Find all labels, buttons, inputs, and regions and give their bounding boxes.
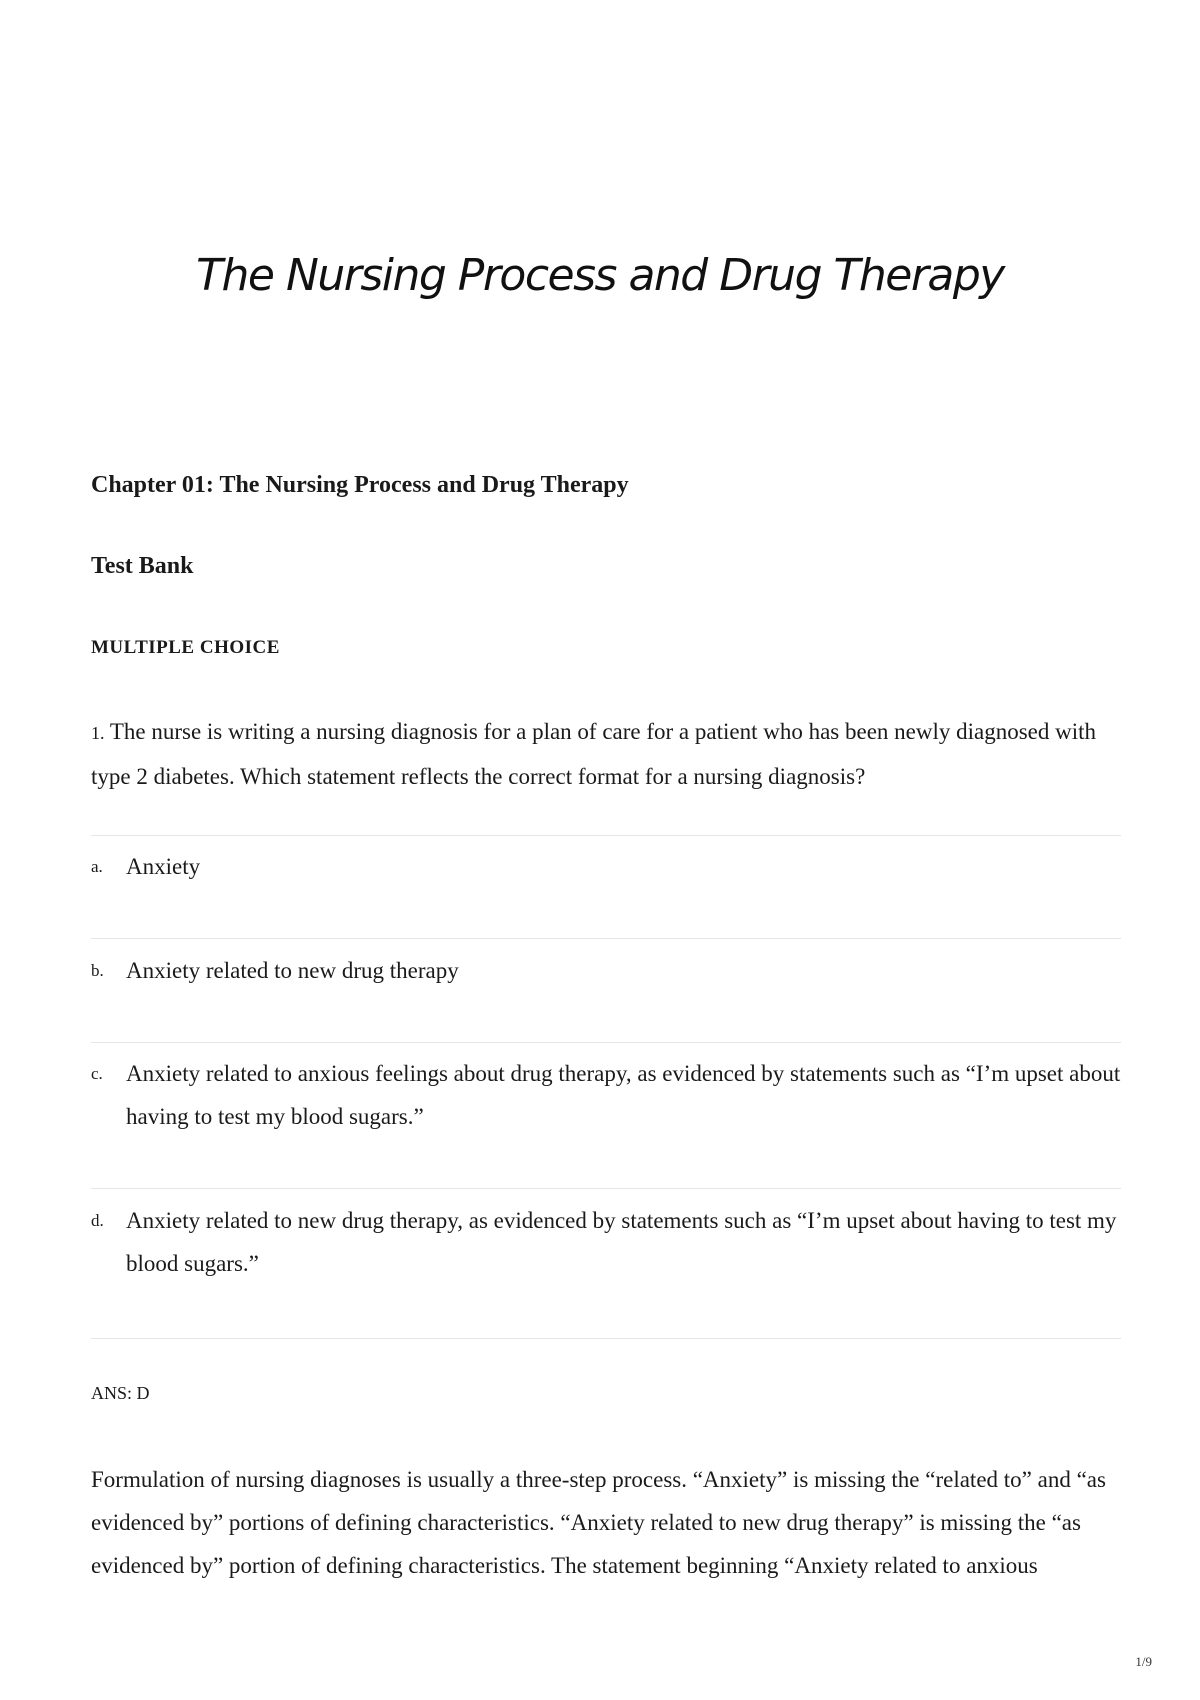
answer-key: ANS: D [91,1383,150,1403]
option-text: Anxiety [126,854,201,879]
option-text: Anxiety related to new drug therapy [126,958,459,983]
question-text [91,710,1121,798]
option-text: Anxiety related to anxious feelings about drug therapy, as evidenced by statements such as “I’m upset about having to test my blood sugars.” [126,1061,1121,1129]
option-letter: d. [91,1211,104,1230]
option-letter: b. [91,961,104,980]
page-number: 1/9 [1135,1654,1152,1669]
rationale-text: Formulation of nursing diagnoses is usually a three-step process. “Anxiety” is missing the “related to” and “as evidenced by” portions of defining characteristics. “Anxiety related to new drug therapy” is missing the “as evidenced by” portion of defining characteristics. The statement beginning “Anxiety related to anxious [91,1467,1106,1578]
test-bank-heading: Test Bank [91,553,194,579]
question-body: The nurse is writing a nursing diagnosis for a plan of care for a patient who has been newly diagnosed with type 2 diabetes. Which statement reflects the correct format for a nursing diagnosis? [91,719,1097,789]
document-title: The Nursing Process and Drug Therapy [196,250,1004,301]
option-divider [91,1338,1121,1339]
chapter-heading: Chapter 01: The Nursing Process and Drug Therapy [91,472,629,498]
option-letter: a. [91,857,103,876]
option-letter: c. [91,1064,103,1083]
option-text: Anxiety related to new drug therapy, as evidenced by statements such as “I’m upset about having to test my blood sugars.” [126,1208,1117,1276]
option-divider [91,1188,1121,1189]
option-divider [91,1042,1121,1043]
option-divider [91,938,1121,939]
question-number: 1. [91,723,105,743]
option-divider [91,835,1121,836]
section-label: MULTIPLE CHOICE [91,637,280,658]
